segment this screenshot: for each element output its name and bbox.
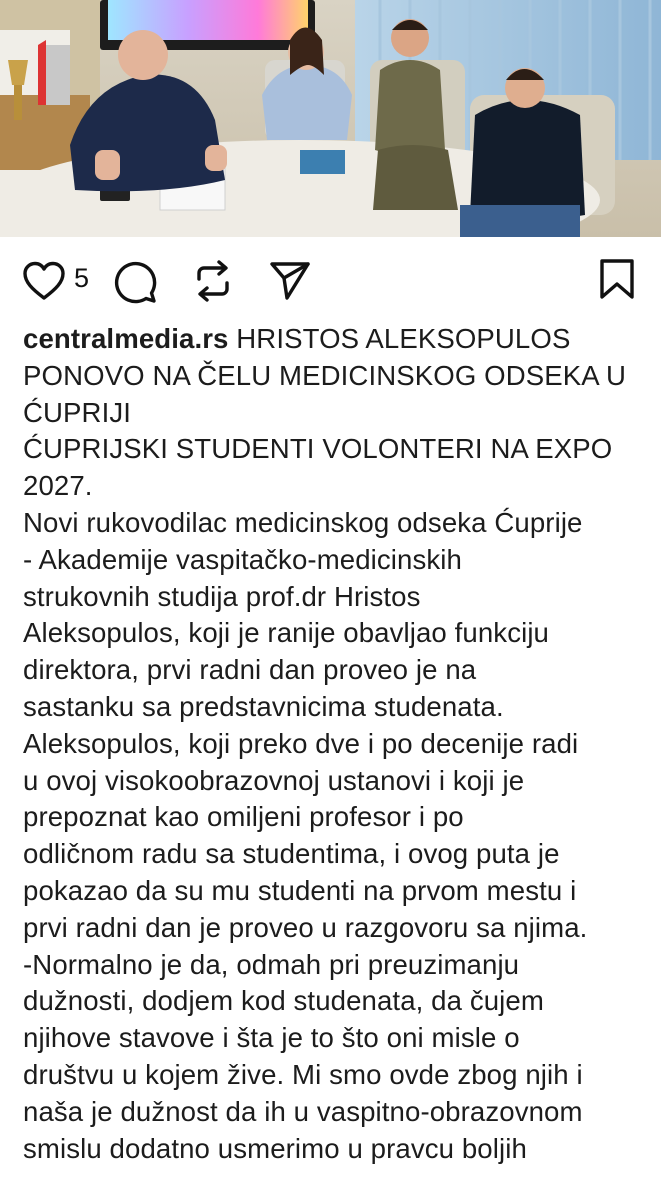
caption-line: ĆUPRIJI: [23, 396, 132, 428]
caption-line: društvu u kojem žive. Mi smo ovde zbog njih i: [23, 1058, 583, 1090]
caption-title-start: HRISTOS ALEKSOPULOS: [236, 323, 571, 354]
caption-line: PONOVO NA ČELU MEDICINSKOG ODSEKA U: [23, 359, 627, 391]
caption-line: Aleksopulos, koji preko dve i po decenije radi: [23, 727, 579, 759]
caption-line: 2027.: [23, 470, 93, 502]
caption-line: - Akademije vaspitačko-medicinskih: [23, 543, 462, 575]
caption-line: direktora, prvi radni dan proveo je na: [23, 654, 477, 686]
caption-line: u ovoj visokoobrazovnoj ustanovi i koji je: [23, 764, 525, 796]
send-icon[interactable]: [269, 260, 311, 307]
caption-line: prepoznat kao omiljeni profesor i po: [23, 801, 464, 833]
caption-line: Aleksopulos, koji je ranije obavljao funkciju: [23, 617, 550, 649]
author-username[interactable]: centralmedia.rs: [23, 323, 229, 354]
post-photo[interactable]: [0, 0, 661, 237]
comment-icon[interactable]: [113, 260, 159, 309]
caption-first-line: [23, 321, 651, 358]
caption-line: pokazao da su mu studenti na prvom mestu i: [23, 874, 577, 906]
repost-icon[interactable]: [191, 259, 235, 308]
caption-line: -Normalno je da, odmah pri preuzimanju: [23, 948, 520, 980]
caption-line: njihove stavove i šta je to što oni misle o: [23, 1022, 520, 1054]
post-actions-bar: [0, 237, 661, 321]
caption-line: naša je dužnost da ih u vaspitno-obrazovnom: [23, 1095, 583, 1127]
caption-line: dužnosti, dodjem kod studenata, da čujem: [23, 985, 544, 1017]
bookmark-icon[interactable]: [598, 258, 636, 305]
caption-line: Novi rukovodilac medicinskog odseka Ćuprije: [23, 506, 583, 538]
caption-line: smislu dodatno usmerimo u pravcu boljih: [23, 1132, 527, 1164]
caption-line: prvi radni dan je proveo u razgovoru sa njima.: [23, 911, 588, 943]
heart-icon[interactable]: [22, 261, 66, 306]
meeting-photo: [0, 0, 661, 237]
caption-line: strukovnih studija prof.dr Hristos: [23, 580, 421, 612]
caption-line: sastanku sa predstavnicima studenata.: [23, 690, 504, 722]
like-count[interactable]: 5: [74, 263, 90, 293]
caption-line: odličnom radu sa studentima, i ovog puta je: [23, 838, 560, 870]
caption-line: ĆUPRIJSKI STUDENTI VOLONTERI NA EXPO: [23, 433, 613, 465]
post-caption: [23, 321, 651, 1167]
